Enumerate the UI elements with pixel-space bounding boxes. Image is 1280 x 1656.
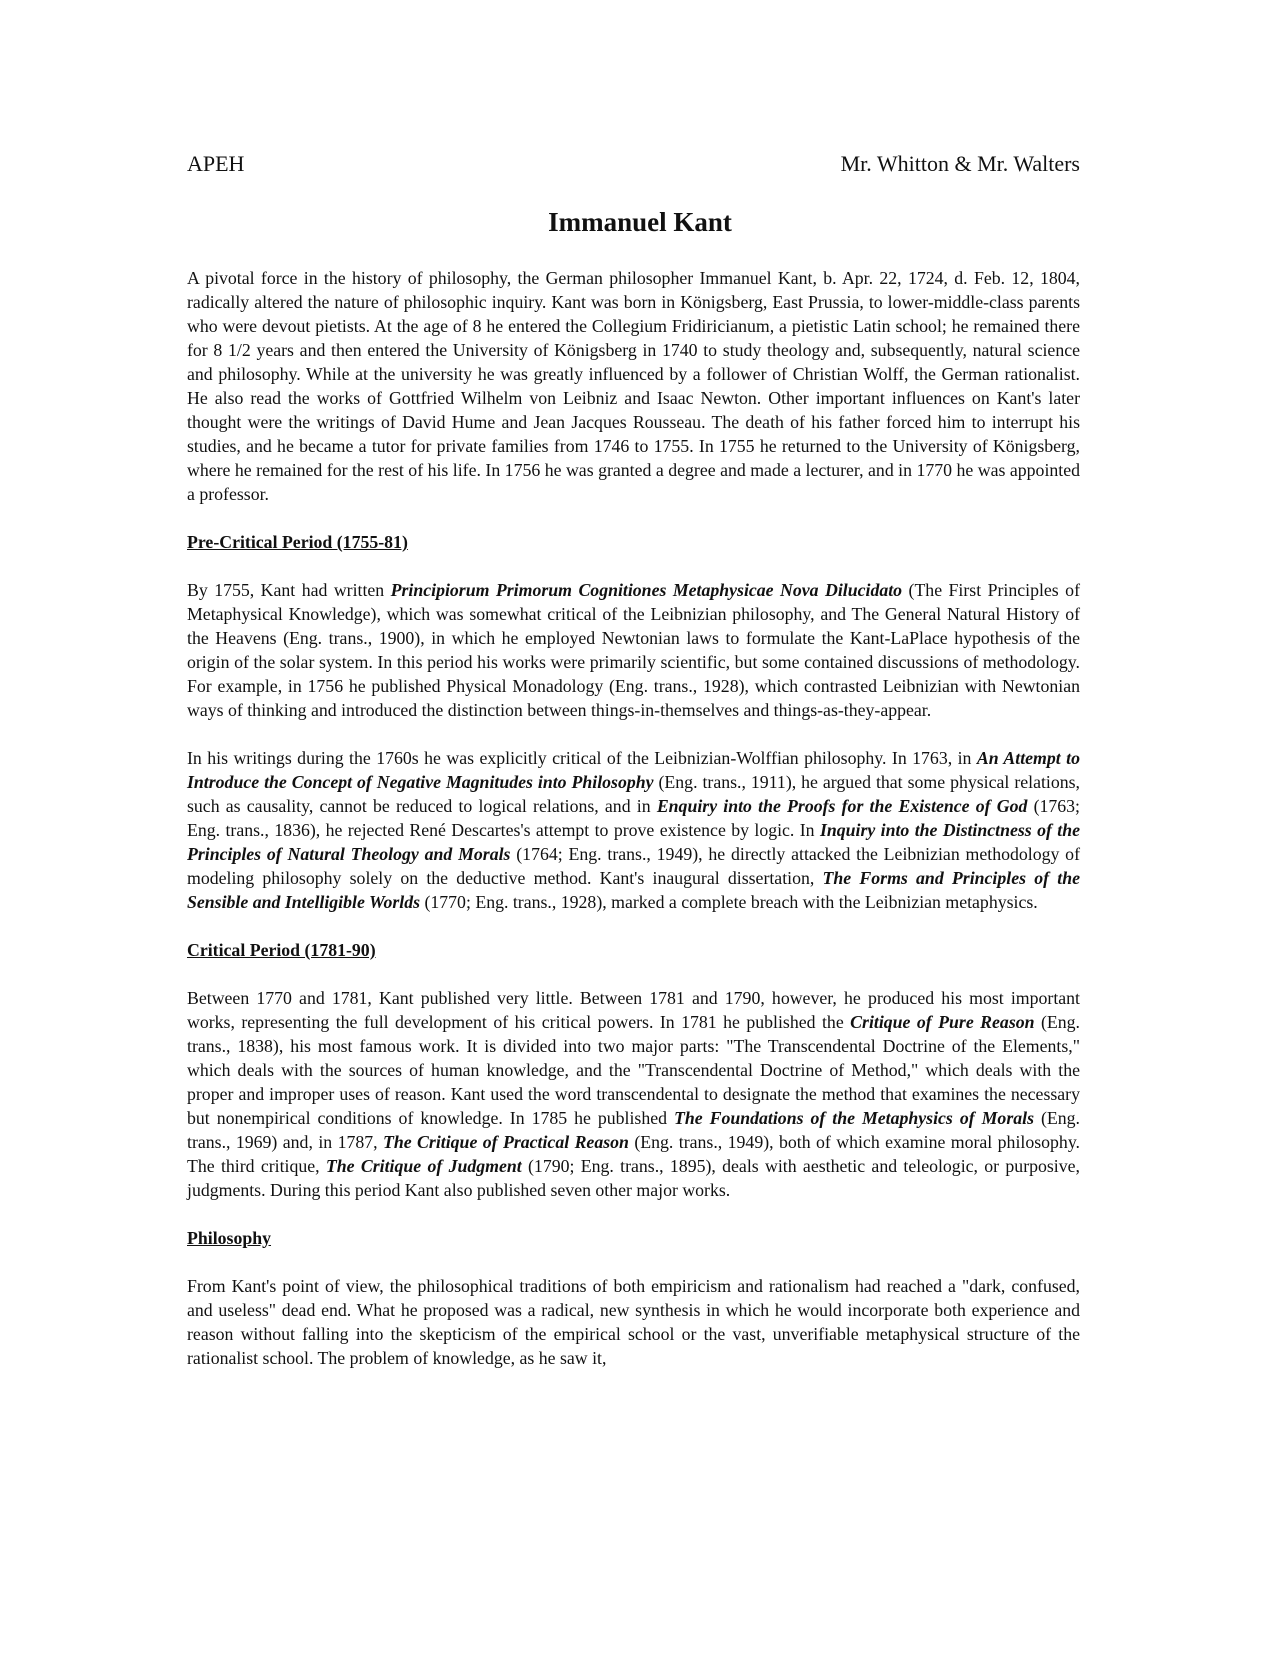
philosophy-heading: Philosophy <box>187 1228 272 1248</box>
critical-heading: Critical Period (1781-90) <box>187 940 376 960</box>
text-run: (The First Principles of Metaphysical Knowledge), which was somewhat critical of the Leibnizian philosophy, and The General Natural History of the Heavens (Eng. trans., 1900), in which he employed Newtonian laws to formulate the Kant-LaPlace hypothesis of the origin of the solar system. In this period his works were primarily scientific, but some contained discussions of methodology. For example, in 1756 he published Physical Monadology (Eng. trans., 1928), which contrasted Leibnizian with Newtonian ways of thinking and introduced the distinction between things-in-themselves and things-as-they-appear. <box>187 580 1080 720</box>
text-run: (Eng. trans., 1969) and, in 1787, <box>187 1108 1080 1152</box>
text-run: In his writings during the 1760s he was explicitly critical of the Leibnizian-Wolffian philosophy. In 1763, in <box>187 748 977 768</box>
work-title: An Attempt to Introduce the Concept of Negative Magnitudes into Philosophy <box>187 748 1080 792</box>
work-title: The Critique of Judgment <box>325 1156 522 1176</box>
work-title: Principiorum Primorum Cognitiones Metaphysicae Nova Dilucidato <box>390 580 903 600</box>
text-run: Between 1770 and 1781, Kant published very little. Between 1781 and 1790, however, he produced his most important works, representing the full development of his critical powers. In 1781 he published the <box>187 988 1080 1032</box>
text-run: (1770; Eng. trans., 1928), marked a complete breach with the Leibnizian metaphysics. <box>420 892 1038 912</box>
text-run: (Eng. trans., 1838), his most famous work. It is divided into two major parts: "The Transcendental Doctrine of the Elements," which deals with the sources of human knowledge, and the "Transcendental Doctrine of Method," which deals with the proper and improper uses of reason. Kant used the word transcendental to designate the method that examines the necessary but nonempirical conditions of knowledge. In 1785 he published <box>187 1012 1080 1128</box>
text-run: By 1755, Kant had written <box>187 580 391 600</box>
philosophy-paragraph-1: From Kant's point of view, the philosophical traditions of both empiricism and rationalism had reached a "dark, confused, and useless" dead end. What he proposed was a radical, new synthesis in which he would incorporate both experience and reason without falling into the skepticism of the empirical school or the vast, unverifiable metaphysical structure of the rationalist school. The problem of knowledge, as he saw it, <box>187 1276 1080 1368</box>
course-header: APEH <box>187 151 245 176</box>
text-run: (1763; Eng. trans., 1836), he rejected René Descartes's attempt to prove existence by logic. In <box>187 796 1081 840</box>
precritical-paragraph-2 <box>187 746 1080 914</box>
work-title: The Forms and Principles of the Sensible and Intelligible Worlds <box>187 868 1080 912</box>
document-body <box>187 266 1080 1370</box>
teachers-header: Mr. Whitton & Mr. Walters <box>840 151 1080 176</box>
text-run: (1764; Eng. trans., 1949), he directly attacked the Leibnizian methodology of modeling philosophy solely on the deductive method. Kant's inaugural dissertation, <box>187 844 1080 888</box>
text-run: (Eng. trans., 1949), both of which examine moral philosophy. The third critique, <box>187 1132 1080 1176</box>
text-run: (1790; Eng. trans., 1895), deals with aesthetic and teleologic, or purposive, judgments. During this period Kant also published seven other major works. <box>187 1156 1080 1200</box>
work-title: The Critique of Practical Reason <box>383 1132 629 1152</box>
text-run: (Eng. trans., 1911), he argued that some physical relations, such as causality, cannot be reduced to logical relations, and in <box>187 772 1080 816</box>
precritical-paragraph-1 <box>187 578 1080 722</box>
work-title: The Foundations of the Metaphysics of Morals <box>674 1108 1034 1128</box>
critical-paragraph-1 <box>187 986 1080 1202</box>
intro-paragraph: A pivotal force in the history of philosophy, the German philosopher Immanuel Kant, b. Apr. 22, 1724, d. Feb. 12, 1804, radically altered the nature of philosophic inquiry. Kant was born in Königsberg, East Prussia, to lower-middle-class parents who were devout pietists. At the age of 8 he entered the Collegium Fridiricianum, a pietistic Latin school; he remained there for 8 1/2 years and then entered the University of Königsberg in 1740 to study theology and, subsequently, natural science and philosophy. While at the university he was greatly influenced by a follower of Christian Wolff, the German rationalist. He also read the works of Gottfried Wilhelm von Leibniz and Isaac Newton. Other important influences on Kant's later thought were the writings of David Hume and Jean Jacques Rousseau. The death of his father forced him to interrupt his studies, and he became a tutor for private families from 1746 to 1755. In 1755 he returned to the University of Königsberg, where he remained for the rest of his life. In 1756 he was granted a degree and made a lecturer, and in 1770 he was appointed a professor. <box>187 268 1080 504</box>
work-title: Inquiry into the Distinctness of the Principles of Natural Theology and Morals <box>187 820 1080 864</box>
page-title: Immanuel Kant <box>548 207 732 237</box>
work-title: Enquiry into the Proofs for the Existence of God <box>656 796 1028 816</box>
work-title: Critique of Pure Reason <box>850 1012 1035 1032</box>
precritical-heading: Pre-Critical Period (1755-81) <box>187 532 408 552</box>
